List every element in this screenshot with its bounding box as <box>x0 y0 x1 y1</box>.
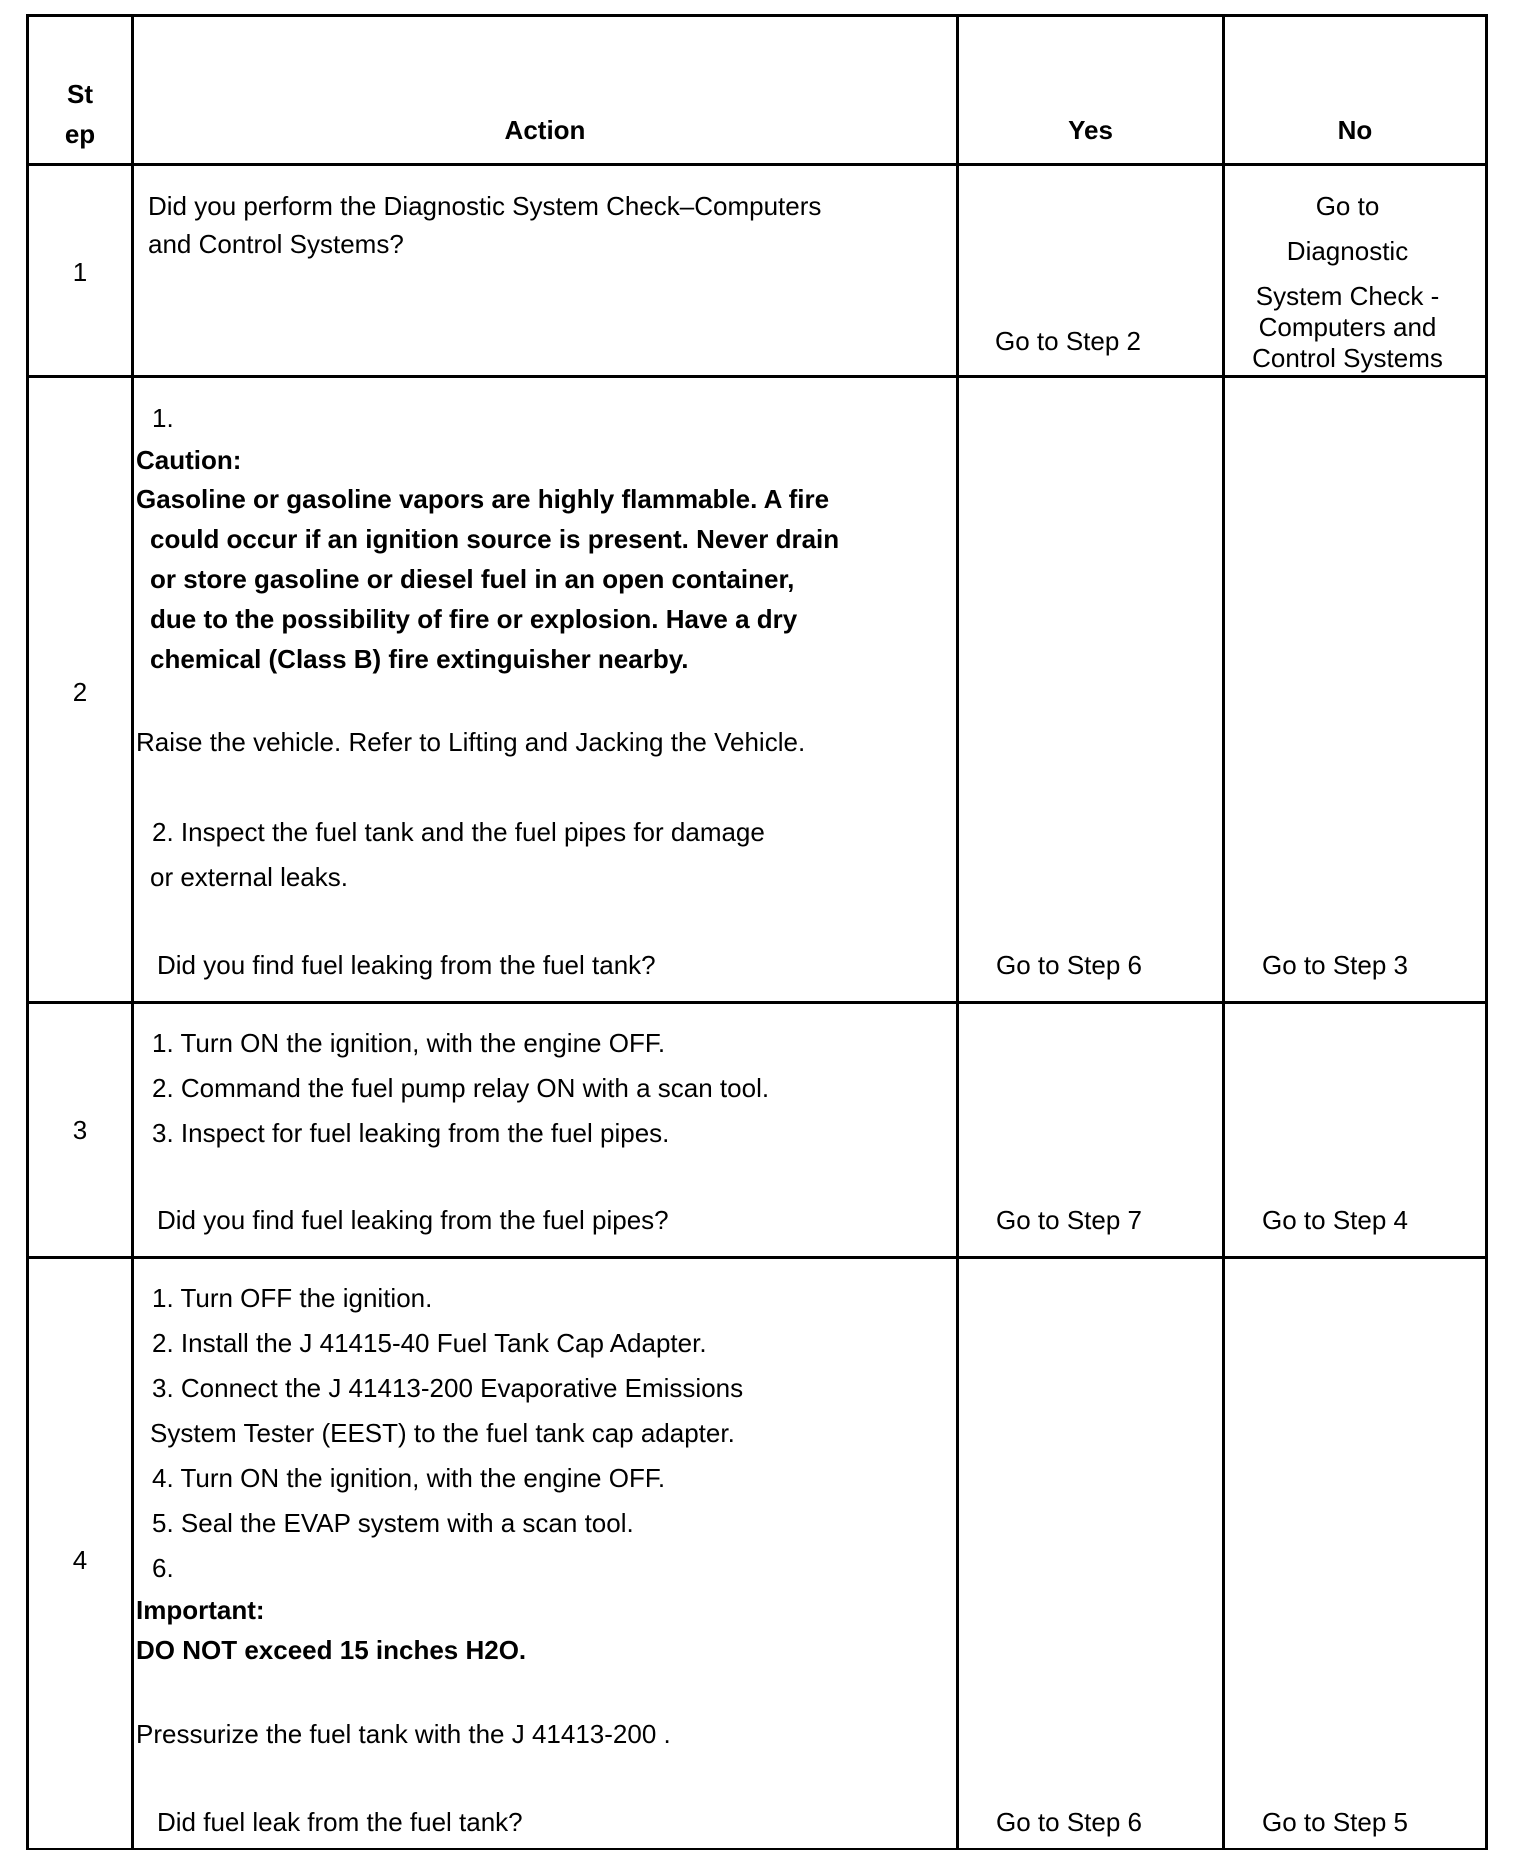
action-item: 5. Seal the EVAP system with a scan tool. <box>152 1508 634 1538</box>
action-item: 2. Command the fuel pump relay ON with a scan tool. <box>152 1073 770 1103</box>
action-item-number: 1. <box>152 403 174 433</box>
row3-bottom-border <box>26 1256 1488 1259</box>
caution-text: could occur if an ignition source is present. Never drain <box>150 524 840 554</box>
header-no: No <box>1337 115 1373 145</box>
action-line: and Control Systems? <box>148 229 404 259</box>
action-item: 2. Install the J 41415-40 Fuel Tank Cap Adapter. <box>152 1328 707 1358</box>
no-result-line: System Check - <box>1255 281 1440 311</box>
action-question: Did you find fuel leaking from the fuel tank? <box>157 950 656 980</box>
action-item: 3. Inspect for fuel leaking from the fuel pipes. <box>152 1118 670 1148</box>
step-number: 1 <box>72 257 88 287</box>
no-result: Go to Step 3 <box>1262 950 1408 980</box>
step-number: 4 <box>72 1545 88 1575</box>
no-result: Go to Step 5 <box>1262 1807 1408 1837</box>
action-question: Did you find fuel leaking from the fuel pipes? <box>157 1205 669 1235</box>
header-yes: Yes <box>1068 115 1113 145</box>
step-number: 2 <box>72 677 88 707</box>
caution-text: due to the possibility of fire or explosion. Have a dry <box>150 604 798 634</box>
no-result-line: Control Systems <box>1252 343 1443 373</box>
caution-label: Caution: <box>136 445 242 475</box>
caution-text: Gasoline or gasoline vapors are highly flammable. A fire <box>136 484 830 514</box>
no-result: Go to Step 4 <box>1262 1205 1408 1235</box>
header-step: St ep <box>64 79 96 149</box>
action-question: Did fuel leak from the fuel tank? <box>157 1807 523 1837</box>
row1-bottom-border <box>26 375 1488 378</box>
step-col-divider <box>131 14 134 1850</box>
table-top-border <box>26 14 1488 17</box>
no-result-line: Computers and <box>1258 312 1437 342</box>
action-item-number: 6. <box>152 1553 174 1583</box>
action-text: Raise the vehicle. Refer to Lifting and Jacking the Vehicle. <box>136 727 806 757</box>
action-item: 2. Inspect the fuel tank and the fuel pipes for damage <box>152 817 765 847</box>
important-label: Important: <box>136 1595 265 1625</box>
table-right-border <box>1485 14 1488 1850</box>
action-item-continuation: or external leaks. <box>150 862 348 892</box>
yes-result: Go to Step 7 <box>996 1205 1142 1235</box>
action-col-divider <box>956 14 959 1850</box>
yes-result: Go to Step 2 <box>995 326 1141 356</box>
caution-text: chemical (Class B) fire extinguisher nearby. <box>150 644 689 674</box>
no-result-line: Diagnostic <box>1286 236 1409 266</box>
action-text: Pressurize the fuel tank with the J 41413-200 . <box>136 1719 671 1749</box>
action-item: 4. Turn ON the ignition, with the engine OFF. <box>152 1463 666 1493</box>
yes-result: Go to Step 6 <box>996 1807 1142 1837</box>
caution-text: or store gasoline or diesel fuel in an open container, <box>150 564 795 594</box>
no-result-line: Go to <box>1315 191 1380 221</box>
action-item: 3. Connect the J 41413-200 Evaporative Emissions <box>152 1373 744 1403</box>
important-text: DO NOT exceed 15 inches H2O. <box>136 1635 527 1665</box>
header-bottom-border <box>26 163 1488 166</box>
row2-bottom-border <box>26 1001 1488 1004</box>
action-item-continuation: System Tester (EEST) to the fuel tank cap adapter. <box>150 1418 735 1448</box>
action-item: 1. Turn OFF the ignition. <box>152 1283 433 1313</box>
action-item: 1. Turn ON the ignition, with the engine OFF. <box>152 1028 666 1058</box>
action-line: Did you perform the Diagnostic System Check–Computers <box>148 191 822 221</box>
header-action: Action <box>504 115 586 145</box>
step-number: 3 <box>72 1115 88 1145</box>
yes-result: Go to Step 6 <box>996 950 1142 980</box>
